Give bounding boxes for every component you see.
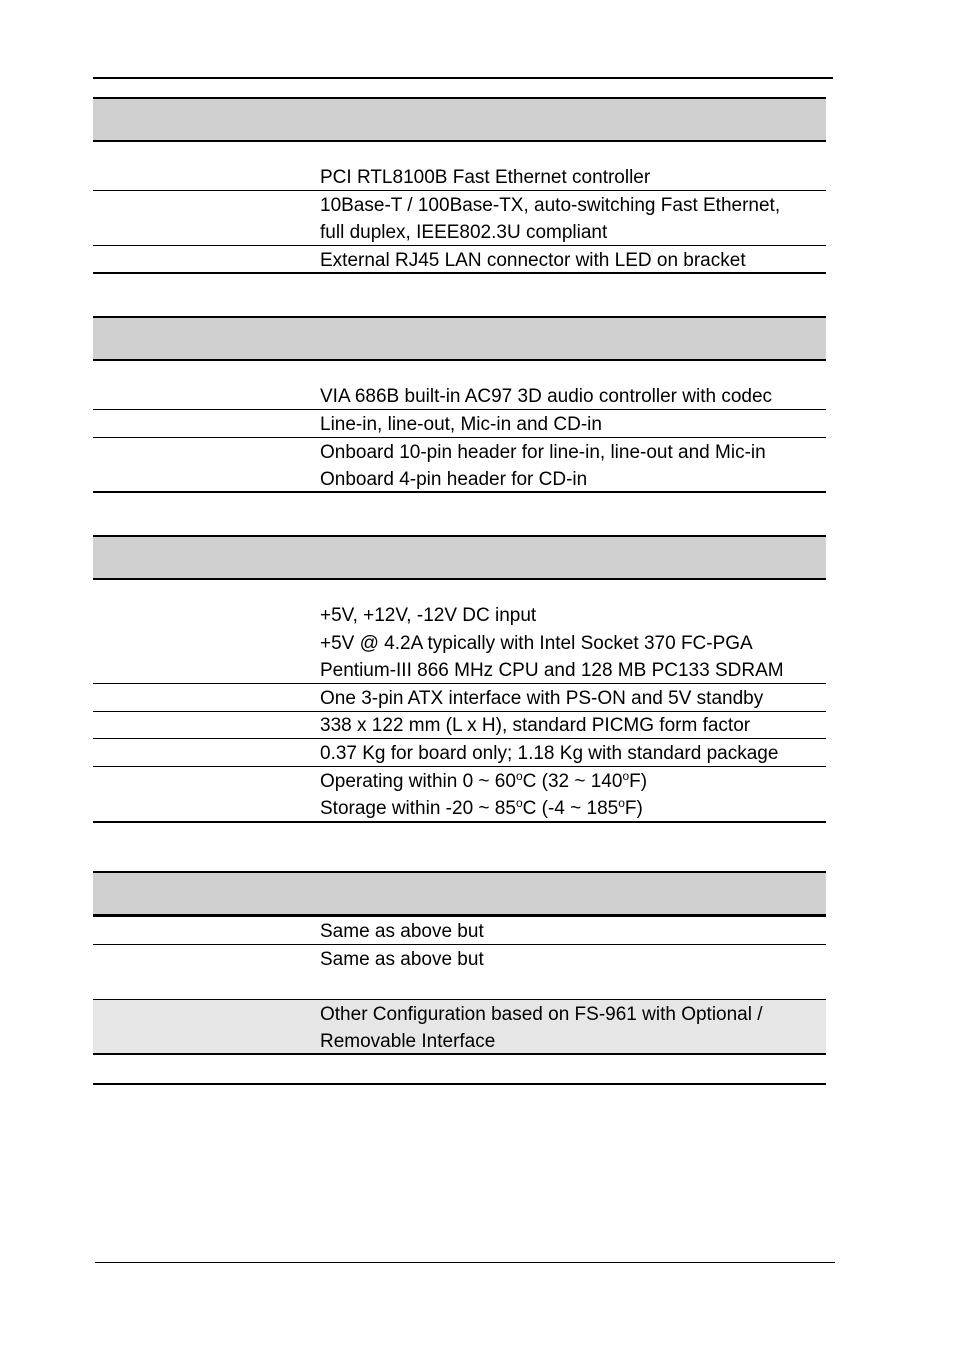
ethernet-protocol-value-line1: 10Base-T / 100Base-TX, auto-switching Fast Ethernet, (320, 195, 781, 216)
row-divider (93, 1053, 826, 1055)
ordering-other-config-line1: Other Configuration based on FS-961 with Optional / (320, 1004, 763, 1025)
audio-connector-value-line1: Onboard 10-pin header for line-in, line-out and Mic-in (320, 442, 766, 463)
audio-controller-value: VIA 686B built-in AC97 3D audio controller with codec (320, 386, 773, 407)
row-divider (93, 245, 826, 246)
dimension-value: 338 x 122 mm (L x H), standard PICMG form factor (320, 715, 751, 736)
section-bottom-rule (93, 821, 826, 823)
row-divider (93, 683, 826, 684)
section-bottom-rule (93, 272, 826, 274)
power-interface-value: One 3-pin ATX interface with PS-ON and 5V standby (320, 688, 764, 709)
audio-interface-value: Line-in, line-out, Mic-in and CD-in (320, 414, 602, 435)
row-divider (93, 711, 826, 712)
ordering-option-2-value: Same as above but (320, 949, 484, 970)
audio-section-header (93, 316, 826, 361)
row-divider (93, 437, 826, 438)
ethernet-protocol-value-line2: full duplex, IEEE802.3U compliant (320, 222, 608, 243)
power-consumption-value-line1: +5V @ 4.2A typically with Intel Socket 370 FC-PGA (320, 633, 753, 654)
ethernet-controller-value: PCI RTL8100B Fast Ethernet controller (320, 167, 651, 188)
temperature-operating-value: Operating within 0 ~ 60$^o$C (32 ~ 140$^o$F) (320, 769, 648, 792)
table-bottom-rule (93, 1083, 826, 1085)
power-input-value: +5V, +12V, -12V DC input (320, 605, 537, 626)
row-divider (93, 944, 826, 945)
temperature-storage-value: Storage within -20 ~ 85$^o$C (-4 ~ 185$^o$F) (320, 796, 643, 819)
power-section-header (93, 535, 826, 580)
row-divider (93, 738, 826, 739)
page-footer-rule (95, 1262, 835, 1263)
ordering-other-config-line2: Removable Interface (320, 1031, 496, 1052)
row-divider (93, 190, 826, 191)
ordering-option-1-value: Same as above but (320, 921, 484, 942)
section-bottom-rule (93, 491, 826, 493)
ethernet-section-header (93, 97, 826, 142)
weight-value: 0.37 Kg for board only; 1.18 Kg with standard package (320, 743, 779, 764)
row-divider (93, 766, 826, 767)
row-divider (93, 409, 826, 410)
audio-connector-value-line2: Onboard 4-pin header for CD-in (320, 469, 588, 490)
ordering-section-header (93, 871, 826, 917)
power-consumption-value-line2: Pentium-III 866 MHz CPU and 128 MB PC133 SDRAM (320, 660, 784, 681)
page-top-rule (93, 77, 833, 79)
ethernet-connector-value: External RJ45 LAN connector with LED on bracket (320, 250, 746, 271)
